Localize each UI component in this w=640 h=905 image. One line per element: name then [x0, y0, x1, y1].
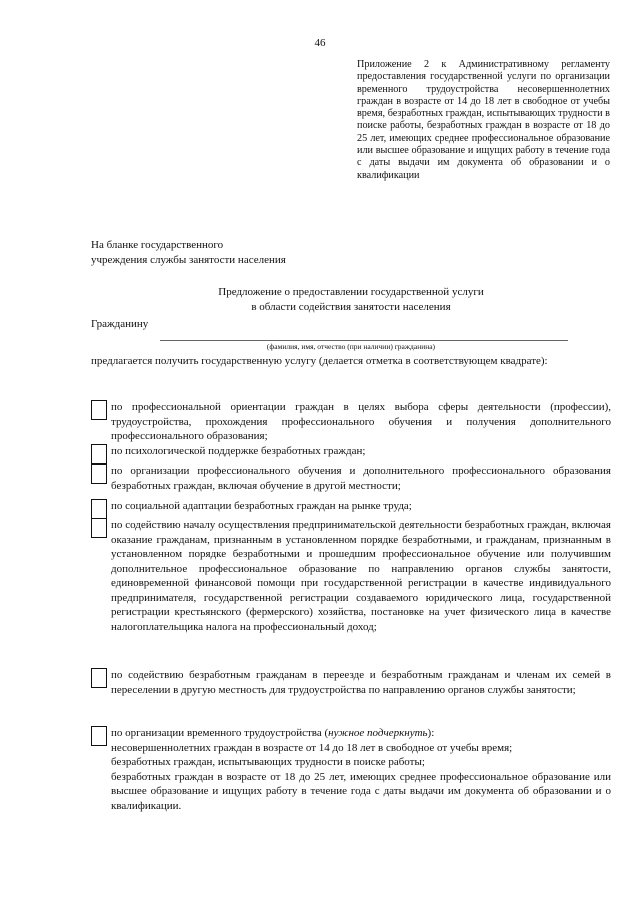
temporary-employment-option-1[interactable]: несовершеннолетних граждан в возрасте от 14 до 18 лет в свободное от учебы время;	[111, 741, 513, 754]
document-title	[91, 285, 611, 315]
service-item-psychological-support	[91, 444, 611, 459]
letterhead	[91, 238, 286, 267]
service-text-6: по содействию безработным гражданам в переезде и безработным гражданам и членам их семей в переселении в другую местность для трудоустройства по направлению органов службы занятости;	[111, 669, 611, 696]
appendix-note: Приложение 2 к Административному регламенту предоставления государственной услуги по организации временного трудоустройства несовершеннолетних граждан в возрасте от 14 до 18 лет в свободное от учебы время, безработных граждан, испытывающих трудности в поиске работы, безработных граждан в возрасте от 18 до 25 лет, имеющих среднее профессиональное образование или высшее образование и ищущих работу в течение года с даты выдачи им документа об образовании и о квалификации	[357, 59, 610, 181]
document-title-line-1: Предложение о предоставлении государственной услуги	[218, 286, 484, 298]
service-text-3: по организации профессионального обучения и дополнительного профессионального образования безработных граждан, включая обучение в другой местности;	[111, 465, 611, 492]
citizen-name-line[interactable]	[160, 340, 568, 341]
service-item-social-adaptation	[91, 499, 611, 514]
service-checkbox-1[interactable]	[91, 400, 107, 420]
citizen-name-caption: (фамилия, имя, отчество (при наличии) гражданина)	[266, 342, 436, 351]
service-item-relocation	[91, 668, 611, 697]
service-text-5: по содействию началу осуществления предпринимательской деятельности безработных граждан, включая оказание гражданам, признанным в установленном порядке безработными, и гражданам, признанным в установленном порядке безработными и прошедшим профессиональное обучение или получившим дополнительное профессиональное образование по направлению органов службы занятости, единовременной финансовой помощи при государственной регистрации в качестве индивидуального предпринимателя, государственной регистрации создаваемого юридического лица, государственной регистрации крестьянского (фермерского) хозяйства, постановке на учет физического лица в качестве налогоплательщика налога на профессиональный доход;	[111, 519, 611, 633]
service-checkbox-4[interactable]	[91, 499, 107, 519]
service-text-7-start: по организации временного трудоустройства (	[111, 727, 329, 739]
service-checkbox-7[interactable]	[91, 726, 107, 746]
document-title-line-2: в области содействия занятости населения	[251, 301, 451, 313]
letterhead-line-1: На бланке государственного	[91, 239, 224, 251]
temporary-employment-option-3[interactable]: безработных граждан в возрасте от 18 до 25 лет, имеющих среднее профессиональное образование или высшее образование и ищущих работу в течение года с даты выдачи им документа об образовании и о квалификации.	[111, 770, 611, 812]
service-text-4: по социальной адаптации безработных граждан на рынке труда;	[111, 500, 412, 512]
temporary-employment-option-2[interactable]: безработных граждан, испытывающих трудности в поиске работы;	[111, 756, 425, 768]
service-checkbox-3[interactable]	[91, 464, 107, 484]
letterhead-line-2: учреждения службы занятости населения	[91, 253, 286, 266]
service-checkbox-5[interactable]	[91, 518, 107, 538]
service-text-7-end: ):	[427, 727, 435, 739]
addressee-label: Гражданину	[91, 318, 149, 330]
service-item-temporary-employment	[91, 726, 611, 813]
intro-text: предлагается получить государственную услугу (делается отметка в соответствующем квадрате):	[91, 355, 548, 367]
service-item-vocational-training	[91, 464, 611, 493]
service-checkbox-2[interactable]	[91, 444, 107, 464]
service-checkbox-6[interactable]	[91, 668, 107, 688]
service-text-2: по психологической поддержке безработных граждан;	[111, 445, 366, 457]
service-text-7	[111, 726, 611, 741]
service-item-career-guidance	[91, 400, 611, 444]
service-item-entrepreneurship	[91, 518, 611, 634]
service-text-1: по профессиональной ориентации граждан в целях выбора сферы деятельности (профессии), трудоустройства, прохождения профессионального обучения и получения дополнительного профессионального образования;	[111, 401, 611, 442]
page-number: 46	[314, 37, 326, 49]
underline-instruction: нужное подчеркнуть	[328, 727, 428, 739]
